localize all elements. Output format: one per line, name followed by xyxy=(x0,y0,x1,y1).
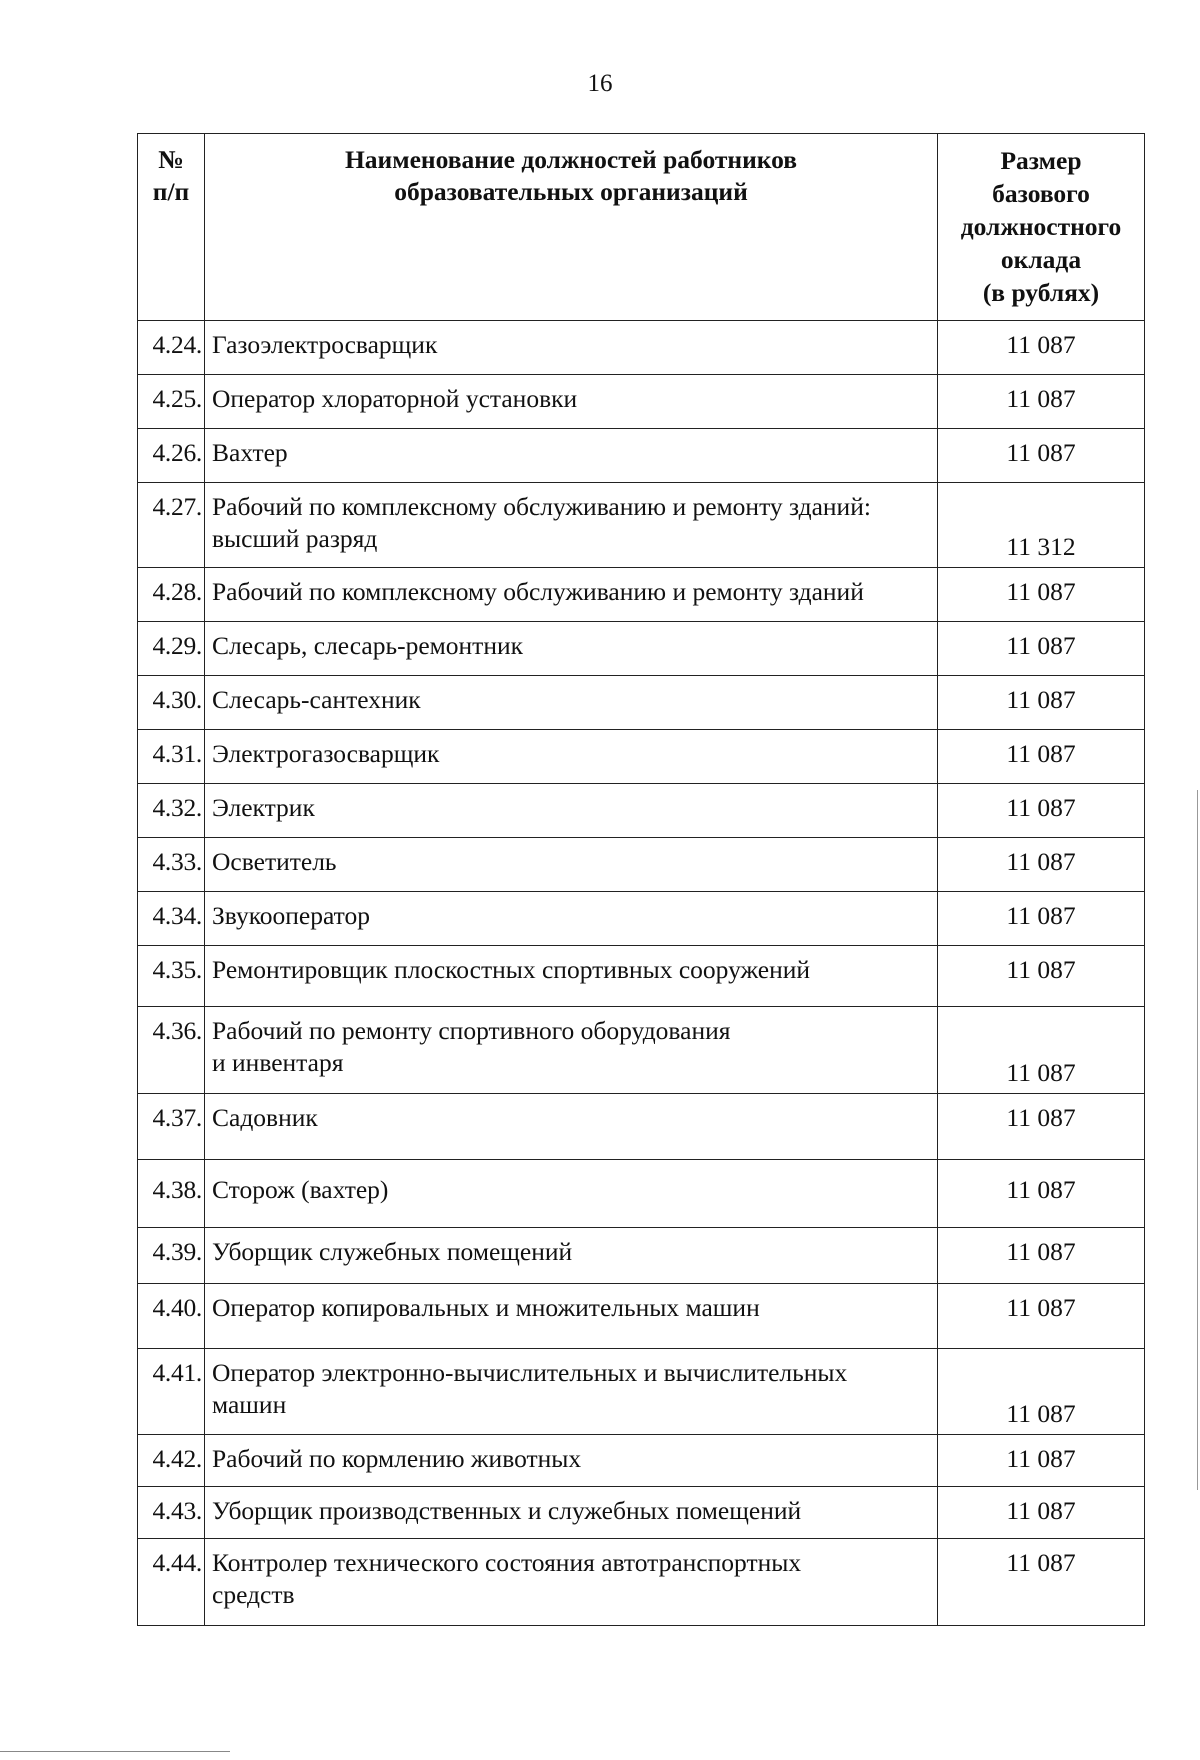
position-name-line: Звукооператор xyxy=(212,901,370,930)
table-row xyxy=(138,1284,1145,1349)
position-name-line: Рабочий по комплексному обслуживанию и ремонту зданий xyxy=(212,577,864,606)
positions-salary-table xyxy=(137,133,1145,1626)
row-position-name xyxy=(205,375,938,429)
row-salary: 11 087 xyxy=(938,730,1145,784)
row-salary: 11 087 xyxy=(938,429,1145,483)
position-name-line: высший разряд xyxy=(212,524,378,553)
table-row xyxy=(138,1435,1145,1487)
table-row xyxy=(138,1349,1145,1435)
position-name-line: Уборщик производственных и служебных помещений xyxy=(212,1496,802,1525)
row-salary: 11 087 xyxy=(938,892,1145,946)
row-salary: 11 087 xyxy=(938,1487,1145,1539)
row-number: 4.42. xyxy=(138,1435,205,1487)
row-position-name xyxy=(205,1007,938,1094)
table-row xyxy=(138,622,1145,676)
position-name-line: средств xyxy=(212,1580,295,1609)
header-salary-line: должностного xyxy=(960,212,1122,241)
position-name-line: машин xyxy=(212,1390,287,1419)
header-name-line: Наименование должностей работников xyxy=(344,145,798,174)
row-number: 4.40. xyxy=(138,1284,205,1349)
table-row xyxy=(138,568,1145,622)
position-name-line: Слесарь-сантехник xyxy=(212,685,421,714)
header-number-line: п/п xyxy=(152,177,190,206)
position-name-line: Ремонтировщик плоскостных спортивных сооружений xyxy=(212,955,811,984)
row-number: 4.33. xyxy=(138,838,205,892)
row-number: 4.35. xyxy=(138,946,205,1007)
row-salary: 11 087 xyxy=(938,946,1145,1007)
table-row xyxy=(138,730,1145,784)
position-name-line: Оператор электронно-вычислительных и вычислительных xyxy=(212,1358,848,1387)
position-name-line: Осветитель xyxy=(212,847,337,876)
row-number: 4.31. xyxy=(138,730,205,784)
row-position-name xyxy=(205,1160,938,1228)
position-name-line: и инвентаря xyxy=(212,1048,344,1077)
position-name-line: Контролер технического состояния автотранспортных xyxy=(212,1548,802,1577)
header-salary-line: базового xyxy=(992,179,1090,208)
row-number: 4.37. xyxy=(138,1094,205,1160)
position-name-line: Садовник xyxy=(212,1103,318,1132)
table-row xyxy=(138,483,1145,568)
row-position-name xyxy=(205,676,938,730)
row-number: 4.38. xyxy=(138,1160,205,1228)
row-number: 4.39. xyxy=(138,1228,205,1284)
row-number: 4.30. xyxy=(138,676,205,730)
row-position-name xyxy=(205,730,938,784)
row-position-name xyxy=(205,1435,938,1487)
table-row xyxy=(138,1228,1145,1284)
row-position-name xyxy=(205,1284,938,1349)
row-number: 4.36. xyxy=(138,1007,205,1094)
header-base-salary xyxy=(938,134,1145,321)
row-number: 4.25. xyxy=(138,375,205,429)
row-number: 4.32. xyxy=(138,784,205,838)
position-name-line: Рабочий по комплексному обслуживанию и ремонту зданий: xyxy=(212,492,871,521)
row-position-name xyxy=(205,568,938,622)
row-position-name xyxy=(205,483,938,568)
header-salary-line: Размер xyxy=(1000,146,1082,175)
table-row xyxy=(138,1487,1145,1539)
row-position-name xyxy=(205,321,938,375)
position-name-line: Оператор хлораторной установки xyxy=(212,384,578,413)
page-number: 16 xyxy=(587,70,613,97)
row-position-name xyxy=(205,622,938,676)
position-name-line: Сторож (вахтер) xyxy=(212,1175,389,1204)
row-number: 4.41. xyxy=(138,1349,205,1435)
header-number-line: № xyxy=(158,145,184,174)
row-salary: 11 087 xyxy=(938,1539,1145,1626)
row-position-name xyxy=(205,1539,938,1626)
table-row xyxy=(138,429,1145,483)
row-number: 4.26. xyxy=(138,429,205,483)
row-salary: 11 087 xyxy=(938,1160,1145,1228)
row-position-name xyxy=(205,1487,938,1539)
position-name-line: Вахтер xyxy=(212,438,288,467)
table-row xyxy=(138,1539,1145,1626)
position-name-line: Уборщик служебных помещений xyxy=(212,1237,573,1266)
header-number xyxy=(138,134,205,321)
row-number: 4.34. xyxy=(138,892,205,946)
position-name-line: Электрогазосварщик xyxy=(212,739,440,768)
row-position-name xyxy=(205,1228,938,1284)
header-salary-line: (в рублях) xyxy=(982,278,1100,307)
row-salary: 11 087 xyxy=(938,1349,1145,1435)
row-salary: 11 087 xyxy=(938,1435,1145,1487)
row-salary: 11 087 xyxy=(938,1007,1145,1094)
row-salary: 11 087 xyxy=(938,784,1145,838)
header-name-line: образовательных организаций xyxy=(394,177,748,206)
row-salary: 11 087 xyxy=(938,676,1145,730)
scan-edge-line xyxy=(0,1751,230,1752)
row-position-name xyxy=(205,838,938,892)
row-position-name xyxy=(205,892,938,946)
table-row xyxy=(138,321,1145,375)
row-number: 4.29. xyxy=(138,622,205,676)
row-salary: 11 312 xyxy=(938,483,1145,568)
table-row xyxy=(138,1007,1145,1094)
position-name-line: Электрик xyxy=(212,793,315,822)
row-position-name xyxy=(205,1094,938,1160)
table-row xyxy=(138,1094,1145,1160)
row-number: 4.24. xyxy=(138,321,205,375)
table-row xyxy=(138,946,1145,1007)
row-number: 4.27. xyxy=(138,483,205,568)
row-position-name xyxy=(205,429,938,483)
row-salary: 11 087 xyxy=(938,622,1145,676)
row-number: 4.44. xyxy=(138,1539,205,1626)
row-position-name xyxy=(205,784,938,838)
row-position-name xyxy=(205,1349,938,1435)
position-name-line: Газоэлектросварщик xyxy=(212,330,438,359)
row-salary: 11 087 xyxy=(938,568,1145,622)
position-name-line: Рабочий по кормлению животных xyxy=(212,1444,582,1473)
header-salary-line: оклада xyxy=(1000,245,1082,274)
table-row xyxy=(138,784,1145,838)
table-row xyxy=(138,892,1145,946)
row-salary: 11 087 xyxy=(938,1094,1145,1160)
table-row xyxy=(138,1160,1145,1228)
row-salary: 11 087 xyxy=(938,1284,1145,1349)
position-name-line: Оператор копировальных и множительных машин xyxy=(212,1293,760,1322)
row-number: 4.43. xyxy=(138,1487,205,1539)
table-header-row xyxy=(138,134,1145,321)
row-salary: 11 087 xyxy=(938,321,1145,375)
table-row xyxy=(138,676,1145,730)
row-position-name xyxy=(205,946,938,1007)
table-row xyxy=(138,838,1145,892)
row-number: 4.28. xyxy=(138,568,205,622)
header-position-name xyxy=(205,134,938,321)
position-name-line: Слесарь, слесарь-ремонтник xyxy=(212,631,524,660)
row-salary: 11 087 xyxy=(938,1228,1145,1284)
position-name-line: Рабочий по ремонту спортивного оборудования xyxy=(212,1016,731,1045)
row-salary: 11 087 xyxy=(938,838,1145,892)
row-salary: 11 087 xyxy=(938,375,1145,429)
scan-edge-line xyxy=(1197,790,1198,1490)
table-row xyxy=(138,375,1145,429)
